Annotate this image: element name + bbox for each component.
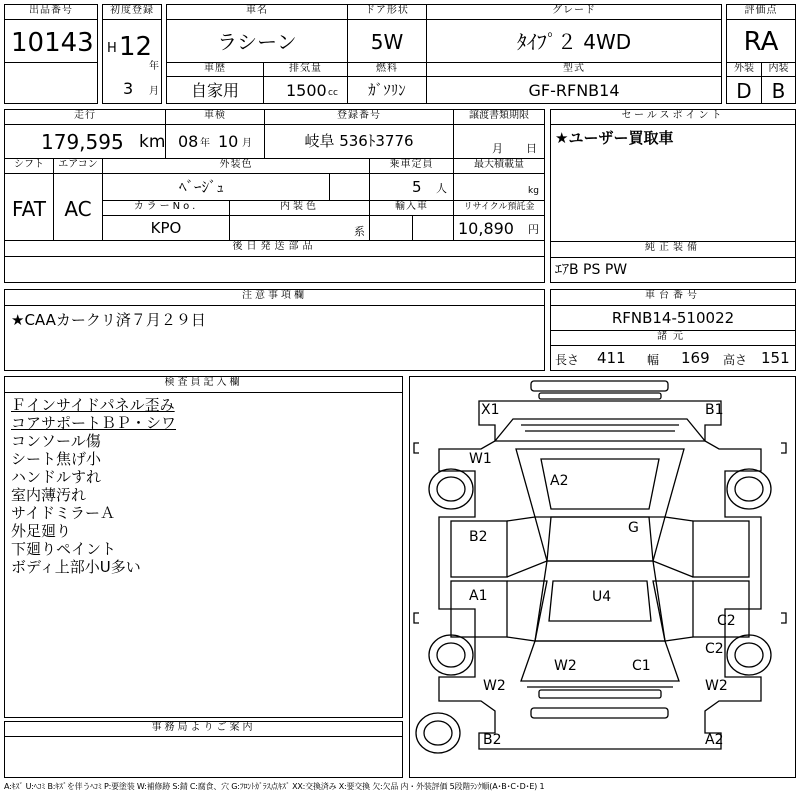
mileage: 179,595 xyxy=(41,130,124,154)
ext-color-divider xyxy=(329,174,330,200)
recycle: 10,890 xyxy=(458,219,514,238)
model-cell xyxy=(426,76,722,104)
exterior-label: 外装 xyxy=(726,62,762,77)
dims-label: 諸元 xyxy=(550,330,796,346)
score: RA xyxy=(743,27,779,57)
equipment-label: 純正装備 xyxy=(550,241,796,258)
color-no-label: カラーNo. xyxy=(102,200,230,216)
chassis-label: 車台番号 xyxy=(550,289,796,306)
inspector-note: シート焦げ小 xyxy=(11,450,102,468)
first-registration-label: 初度登録 xyxy=(102,4,162,20)
transfer-deadline-label: 譲渡書類期限 xyxy=(453,109,545,125)
legend: A:ｷｽﾞ U:ﾍｺﾐ B:ｷｽﾞを伴うﾍｺﾐ P:要塗装 W:補修跡 S:錆 C:腐食、穴 G:ﾌﾛﾝﾄｶﾞﾗｽ点ｷｽﾞ XX:交換済み X:要交換 欠:欠品 内・外装評価 5段階ﾗﾝｸ順(A･B･C･D･E) 1 xyxy=(4,782,545,791)
car-diagram xyxy=(410,377,795,777)
grade: ﾀｲﾌﾟ２ 4WD xyxy=(516,30,632,54)
caution-label: 注意事項欄 xyxy=(4,289,545,306)
import-divider xyxy=(412,216,413,240)
plate-label: 登録番号 xyxy=(264,109,454,125)
inspector-note: 室内薄汚れ xyxy=(11,486,87,504)
max-load-unit: kg xyxy=(528,186,539,196)
mileage-unit: km xyxy=(139,132,166,152)
width: 169 xyxy=(681,349,710,367)
sales-point-cell xyxy=(550,124,796,242)
capacity-cell xyxy=(369,173,454,201)
fuel-cell xyxy=(347,76,427,104)
era: H xyxy=(107,41,117,56)
damage-code: C1 xyxy=(632,658,651,674)
sales-point: ★ユーザー買取車 xyxy=(555,129,674,147)
chassis-cell xyxy=(550,305,796,331)
reg-year: 12 xyxy=(119,32,153,62)
recycle-label: リサイクル預託金 xyxy=(453,200,545,216)
lot-number-cell xyxy=(4,19,98,63)
damage-code: W2 xyxy=(705,678,728,694)
length-label: 長さ xyxy=(555,353,580,367)
exterior-cell xyxy=(726,76,762,104)
history-cell xyxy=(166,76,264,104)
equipment-cell xyxy=(550,257,796,283)
interior-label: 内装 xyxy=(761,62,796,77)
mileage-cell xyxy=(4,124,166,159)
equipment: ｴｱB PS PW xyxy=(555,262,628,278)
inspector-note: コンソール傷 xyxy=(11,432,101,450)
interior-cell xyxy=(761,76,796,104)
shift: FAT xyxy=(11,197,46,221)
transfer-day-unit: 日 xyxy=(526,142,537,155)
car-diagram-frame xyxy=(409,376,796,778)
max-load-label: 最大積載量 xyxy=(453,158,545,174)
height: 151 xyxy=(761,349,790,367)
int-color-label: 内装色 xyxy=(229,200,370,216)
sales-point-label: セールスポイント xyxy=(550,109,796,125)
door-label: ドア形状 xyxy=(347,4,427,20)
color-no: KPO xyxy=(150,219,182,237)
car-name: ラシーン xyxy=(217,30,297,54)
damage-code: W1 xyxy=(469,451,492,467)
interior: B xyxy=(771,79,786,103)
ac: AC xyxy=(64,197,92,221)
plate-cell xyxy=(264,124,454,159)
int-color-cell xyxy=(229,215,370,241)
caution: ★CAAカークリ済７月２９日 xyxy=(11,311,206,329)
inspection-year-unit: 年 xyxy=(200,138,210,149)
import-label: 輸入車 xyxy=(369,200,454,216)
ext-color-cell xyxy=(102,173,370,201)
door: 5W xyxy=(370,30,404,54)
mileage-label: 走行 xyxy=(4,109,166,125)
damage-code: A2 xyxy=(550,473,569,489)
history: 自家用 xyxy=(190,81,239,100)
displacement: 1500 xyxy=(286,81,327,100)
inspector-note: 下廻りペイント xyxy=(11,540,117,558)
plate: 岐阜 536ﾄ3776 xyxy=(304,132,414,150)
damage-code: B1 xyxy=(705,402,724,418)
displacement-label: 排気量 xyxy=(263,62,348,77)
max-load-cell xyxy=(453,173,545,201)
model-label: 型式 xyxy=(426,62,722,77)
damage-code: B2 xyxy=(483,732,502,748)
damage-code: C2 xyxy=(717,613,736,629)
car-name-label: 車名 xyxy=(166,4,348,20)
inspection-month-unit: 月 xyxy=(242,138,252,149)
inspector-label: 検査員記入欄 xyxy=(4,376,403,393)
inspection-label: 車検 xyxy=(165,109,265,125)
color-no-cell xyxy=(102,215,230,241)
first-registration-cell xyxy=(102,19,162,104)
displacement-unit: cc xyxy=(328,88,338,98)
recycle-unit: 円 xyxy=(528,223,539,236)
score-cell xyxy=(726,19,796,63)
height-label: 高さ xyxy=(723,353,748,367)
history-label: 車歴 xyxy=(166,62,264,77)
damage-code: W2 xyxy=(554,658,577,674)
reg-month: 3 xyxy=(123,79,134,98)
damage-code: U4 xyxy=(592,589,612,605)
ac-label: エアコン xyxy=(53,158,103,174)
inspection-year: 08 xyxy=(178,132,199,151)
fuel: ｶﾞｿﾘﾝ xyxy=(368,81,406,99)
shift-cell xyxy=(4,173,54,241)
lot-number-label: 出品番号 xyxy=(4,4,98,20)
capacity-label: 乗車定員 xyxy=(369,158,454,174)
caution-cell xyxy=(4,305,545,371)
chassis: RFNB14-510022 xyxy=(611,309,735,327)
capacity-unit: 人 xyxy=(436,182,447,195)
transfer-month-unit: 月 xyxy=(492,142,503,155)
ext-color-label: 外装色 xyxy=(102,158,370,174)
door-cell xyxy=(347,19,427,63)
score-label: 評価点 xyxy=(726,4,796,20)
damage-code: X1 xyxy=(481,402,500,418)
length: 411 xyxy=(597,349,626,367)
damage-code: B2 xyxy=(469,529,488,545)
inspector-note: 外足廻り xyxy=(11,522,72,540)
grade-cell xyxy=(426,19,722,63)
ext-color: ﾍﾞｰｼﾞｭ xyxy=(179,178,225,196)
office-cell xyxy=(4,736,403,778)
office-label: 事務局よりご案内 xyxy=(4,721,403,737)
later-parts-label: 後日発送部品 xyxy=(4,240,545,257)
recycle-cell xyxy=(453,215,545,241)
transfer-deadline-cell xyxy=(453,124,545,159)
inspector-note: サイドミラーＡ xyxy=(11,504,115,522)
damage-code: W2 xyxy=(483,678,506,694)
int-color-unit: 系 xyxy=(354,225,365,238)
damage-code: A2 xyxy=(705,732,724,748)
inspection-cell xyxy=(165,124,265,159)
damage-code: C2 xyxy=(705,641,724,657)
inspector-note: Ｆインサイドパネル歪み xyxy=(11,396,175,414)
inspector-notes xyxy=(11,396,176,576)
reg-year-unit: 年 xyxy=(149,61,159,72)
grade-label: グレード xyxy=(426,4,722,20)
displacement-cell xyxy=(263,76,348,104)
exterior: D xyxy=(736,79,752,103)
inspection-month: 10 xyxy=(218,132,239,151)
ac-cell xyxy=(53,173,103,241)
capacity: 5 xyxy=(412,178,422,196)
shift-label: シフト xyxy=(4,158,54,174)
import-cell xyxy=(369,215,454,241)
damage-code: G xyxy=(628,520,639,536)
car-name-cell xyxy=(166,19,348,63)
inspector-note: ハンドルすれ xyxy=(11,468,102,486)
dims-cell xyxy=(550,345,796,371)
inspector-cell xyxy=(4,392,403,718)
inspector-note: コアサポートＢＰ・シワ xyxy=(11,414,177,432)
inspector-note: ボディ上部小U多い xyxy=(11,558,141,576)
lot-blank-cell xyxy=(4,62,98,104)
later-parts-cell xyxy=(4,256,545,283)
width-label: 幅 xyxy=(647,353,660,367)
reg-month-unit: 月 xyxy=(149,86,159,97)
damage-code: A1 xyxy=(469,588,488,604)
fuel-label: 燃料 xyxy=(347,62,427,77)
model: GF-RFNB14 xyxy=(528,81,620,100)
lot-number: 10143 xyxy=(11,28,94,58)
